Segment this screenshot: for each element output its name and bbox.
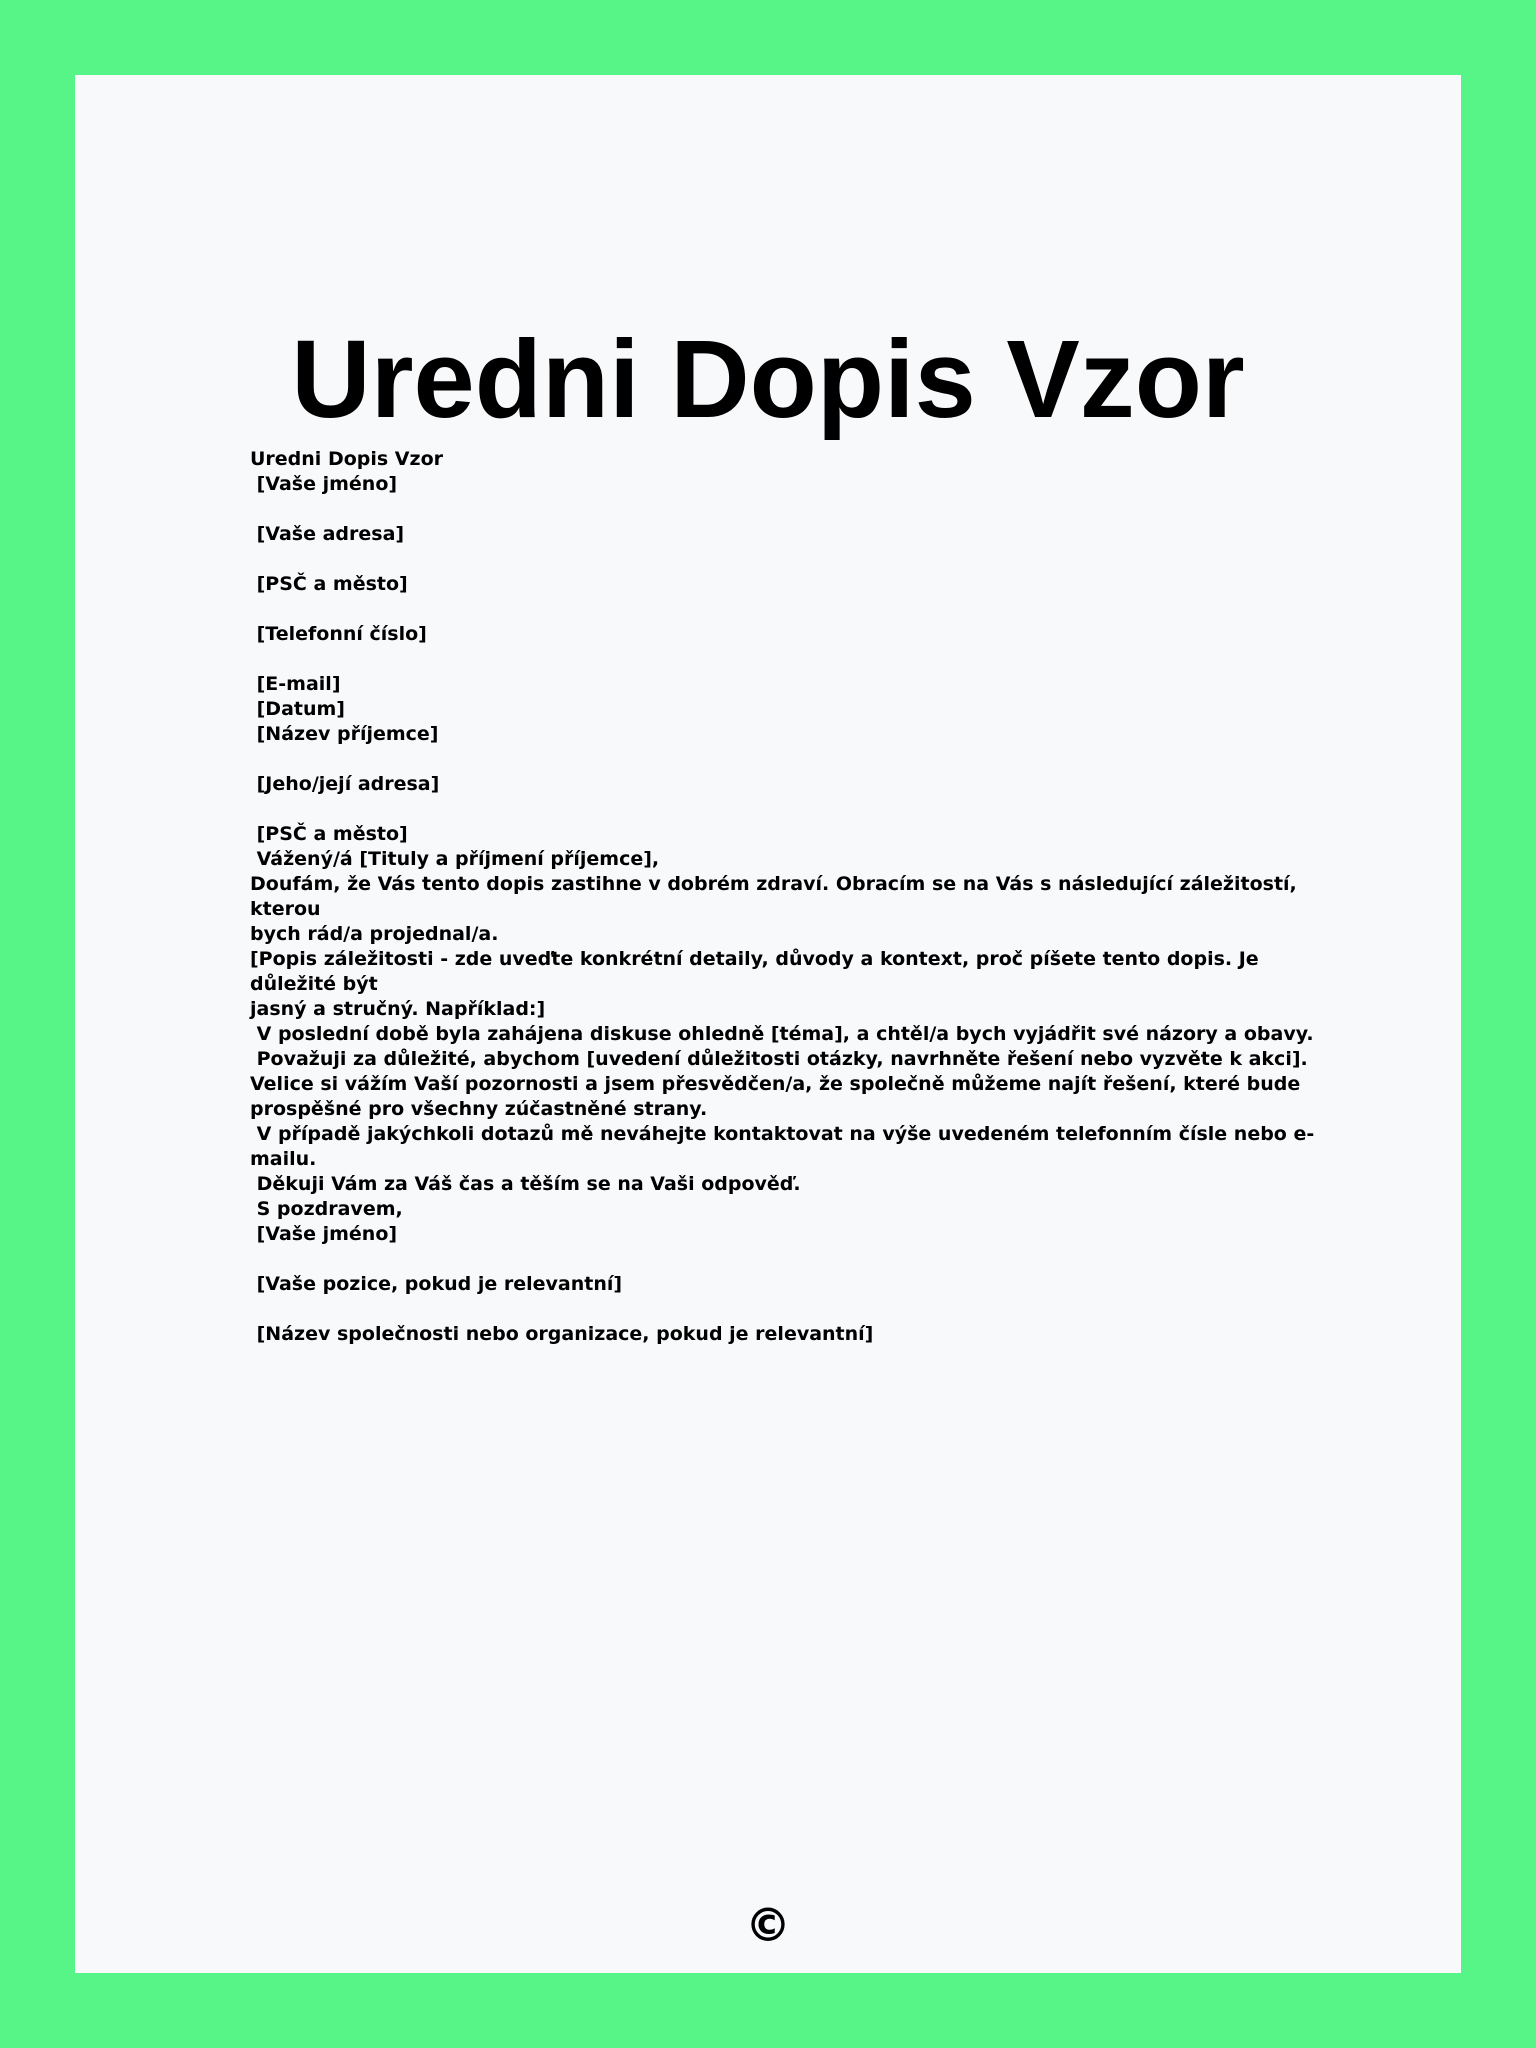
page-title: Uredni Dopis Vzor	[291, 318, 1245, 441]
letter-body: Uredni Dopis Vzor [Vaše jméno] [Vaše adresa] [PSČ a město] [Telefonní číslo] [E-mail] [Datum] [Název příjemce] [Jeho/její adresa] [PSČ a město] Vážený/á [Tituly a příjmení příjemce], Doufám, že Vás tento dopis zastihne v dobrém zdraví. Obracím se na Vás s následující záležitostí, kterou bych rád/a projednal/a. [Popis záležitosti - zde uveďte konkrétní detaily, důvody a kontext, proč píšete tento dopis. Je důležité být jasný a stručný. Například:] V poslední době byla zahájena diskuse ohledně [téma], a chtěl/a bych vyjádřit své názory a obavy. Považuji za důležité, abychom [uvedení důležitosti otázky, navrhněte řešení nebo vyzvěte k akci]. Velice si vážím Vaší pozornosti a jsem přesvědčen/a, že společně můžeme najít řešení, které bude prospěšné pro všechny zúčastněné strany. V případě jakýchkoli dotazů mě neváhejte kontaktovat na výše uvedeném telefonním čísle nebo e-mailu. Děkuji Vám za Váš čas a těším se na Vaši odpověď. S pozdravem, [Vaše jméno] [Vaše pozice, pokud je relevantní] [Název společnosti nebo organizace, pokud je relevantní]	[250, 448, 1315, 1345]
copyright-icon: ©	[745, 1898, 791, 1952]
document-page	[75, 75, 1461, 1973]
